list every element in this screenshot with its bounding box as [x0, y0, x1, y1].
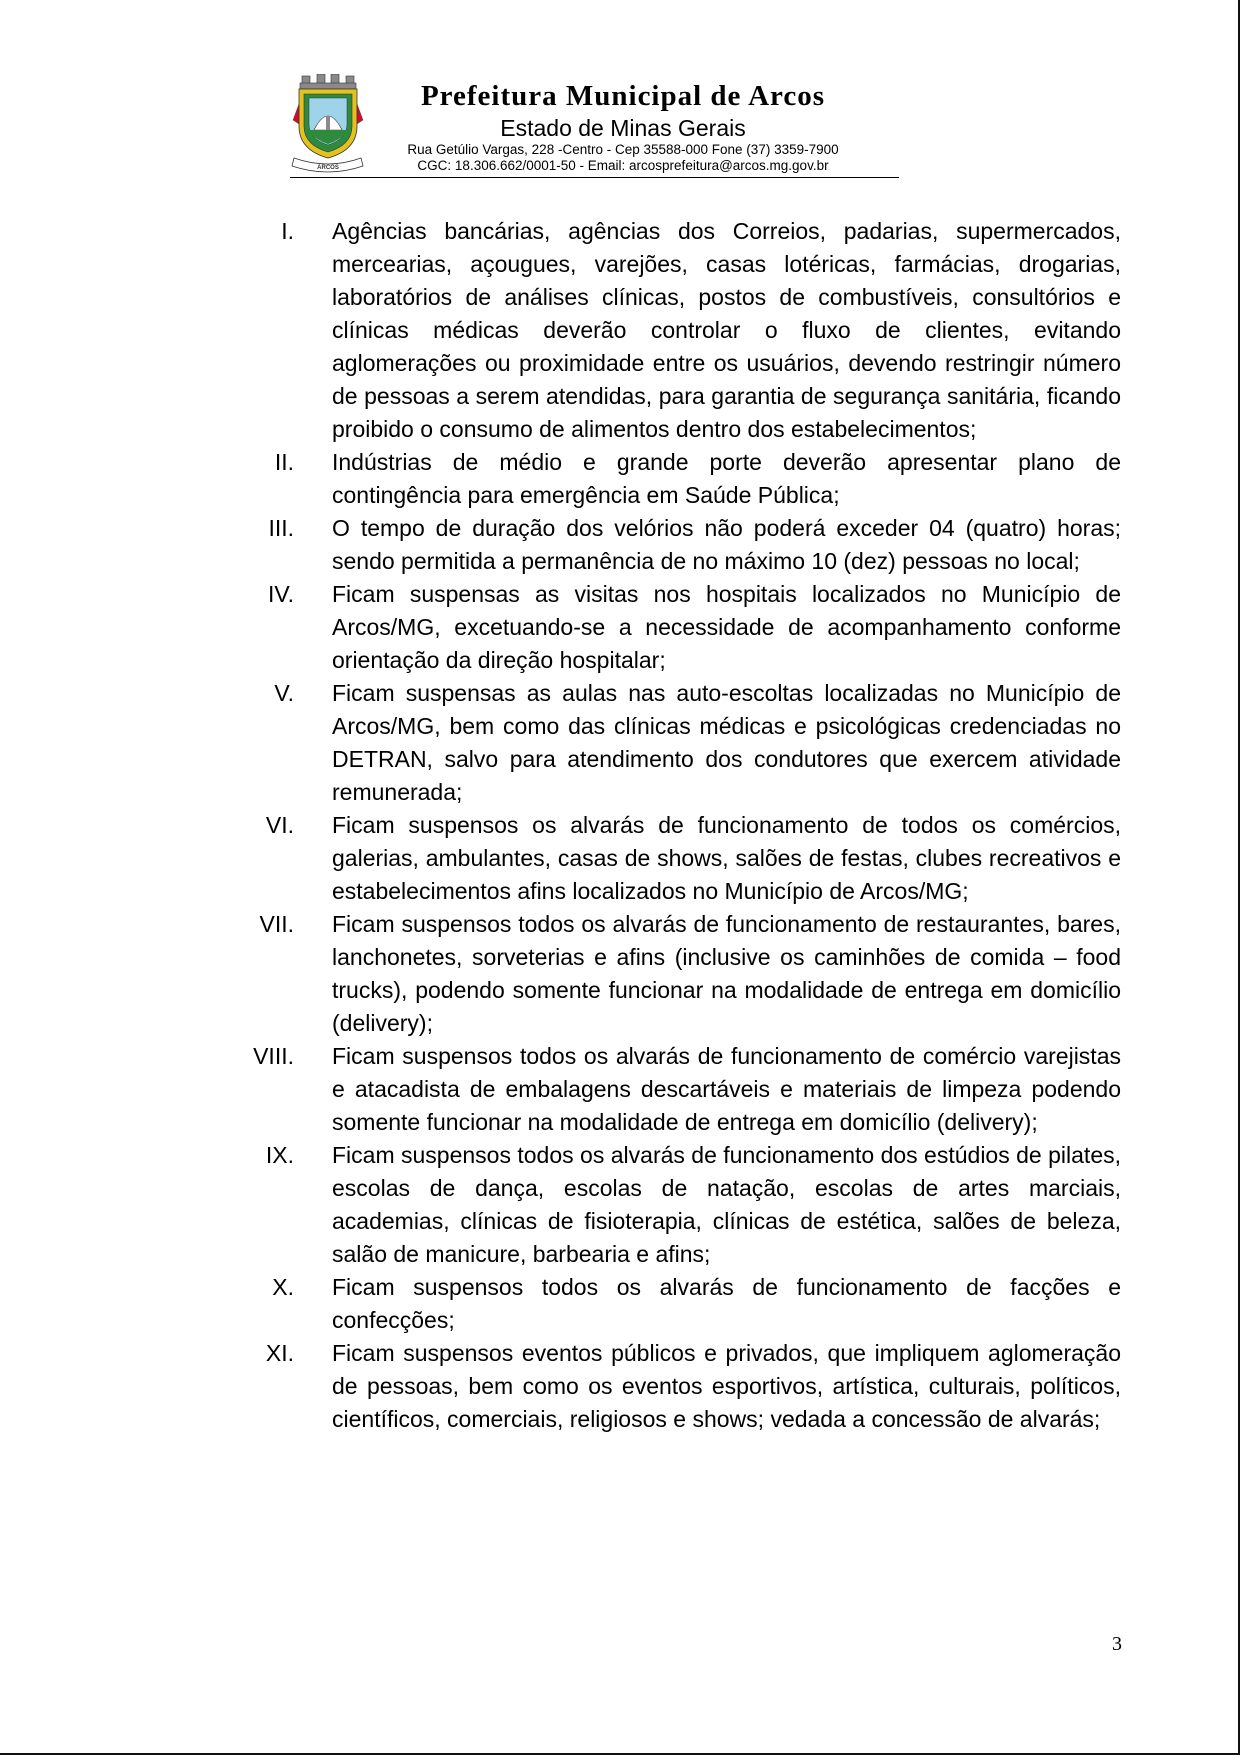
org-name: Prefeitura Municipal de Arcos — [420, 80, 826, 112]
item-text: Agências bancárias, agências dos Correios, padarias, supermercados, mercearias, açougues, varejões, casas lotéricas, farmácias, drogarias, laboratórios de análises clínicas, postos de combustíveis, consultórios e clínicas médicas deverão controlar o fluxo de clientes, evitando aglomerações ou proximidade entre os usuários, devendo restringir número de pessoas a serem atendidas, para garantia de segurança sanitária, ficando proibido o consumo de alimentos dentro dos estabelecimentos; — [332, 218, 1121, 442]
list-item — [0, 578, 1240, 677]
item-text: Ficam suspensos todos os alvarás de funcionamento de facções e confecções; — [332, 1274, 1121, 1333]
item-numeral: I. — [281, 218, 294, 244]
item-numeral: XI. — [265, 1340, 294, 1366]
item-numeral: VI. — [265, 812, 294, 838]
item-text: Ficam suspensas as visitas nos hospitais localizados no Município de Arcos/MG, excetuando-se a necessidade de acompanhamento conforme orientação da direção hospitalar; — [332, 581, 1121, 673]
item-numeral: IX. — [265, 1142, 294, 1168]
header-divider — [290, 177, 899, 178]
list-item — [0, 809, 1240, 908]
item-numeral: X. — [272, 1274, 294, 1300]
item-text: Ficam suspensos todos os alvarás de funcionamento de comércio varejistas e atacadista de embalagens descartáveis e materiais de limpeza podendo somente funcionar na modalidade de entrega em domicílio (delivery); — [332, 1043, 1121, 1135]
list-item — [0, 446, 1240, 512]
item-numeral: VIII. — [253, 1043, 294, 1069]
item-text: Ficam suspensos todos os alvarás de funcionamento de restaurantes, bares, lanchonetes, sorveterias e afins (inclusive os caminhões de comida – food trucks), podendo somente funcionar na modalidade de entrega em domicílio (delivery); — [332, 911, 1121, 1036]
list-item — [0, 215, 1240, 446]
page-number: 3 — [1112, 1633, 1122, 1655]
list-item — [0, 512, 1240, 578]
item-text: Ficam suspensos todos os alvarás de funcionamento dos estúdios de pilates, escolas de dança, escolas de natação, escolas de artes marciais, academias, clínicas de fisioterapia, clínicas de estética, salões de beleza, salão de manicure, barbearia e afins; — [332, 1142, 1121, 1267]
item-text: Ficam suspensos os alvarás de funcionamento de todos os comércios, galerias, ambulantes, casas de shows, salões de festas, clubes recreativos e estabelecimentos afins localizados no Município de Arcos/MG; — [332, 812, 1121, 904]
org-registration: CGC: 18.306.662/0001-50 - Email: arcosprefeitura@arcos.mg.gov.br — [417, 158, 829, 173]
list-item — [0, 1139, 1240, 1271]
item-numeral: VII. — [259, 911, 294, 937]
item-numeral: IV. — [267, 581, 294, 607]
letterhead — [290, 74, 900, 178]
item-text: Ficam suspensos eventos públicos e privados, que impliquem aglomeração de pessoas, bem como os eventos esportivos, artística, culturais, políticos, científicos, comerciais, religiosos e shows; vedada a concessão de alvarás; — [332, 1340, 1121, 1432]
org-address: Rua Getúlio Vargas, 228 -Centro - Cep 35588-000 Fone (37) 3359-7900 — [407, 142, 839, 157]
item-text: Indústrias de médio e grande porte deverão apresentar plano de contingência para emergência em Saúde Pública; — [332, 449, 1121, 508]
item-text: Ficam suspensas as aulas nas auto-escoltas localizadas no Município de Arcos/MG, bem como das clínicas médicas e psicológicas credenciadas no DETRAN, salvo para atendimento dos condutores que exercem atividade remunerada; — [332, 680, 1121, 805]
item-text: O tempo de duração dos velórios não poderá exceder 04 (quatro) horas; sendo permitida a permanência de no máximo 10 (dez) pessoas no local; — [332, 515, 1121, 574]
item-numeral: III. — [268, 515, 294, 541]
list-item — [0, 677, 1240, 809]
list-item — [0, 1040, 1240, 1139]
item-numeral: V. — [274, 680, 294, 706]
item-numeral: II. — [274, 449, 294, 475]
municipal-coat-of-arms-icon — [290, 74, 365, 174]
crest-motto: ARCOS — [317, 165, 339, 171]
org-state: Estado de Minas Gerais — [500, 115, 746, 141]
list-item — [0, 1337, 1240, 1436]
list-item — [0, 1271, 1240, 1337]
list-item — [0, 908, 1240, 1040]
article-list — [0, 215, 1240, 1436]
